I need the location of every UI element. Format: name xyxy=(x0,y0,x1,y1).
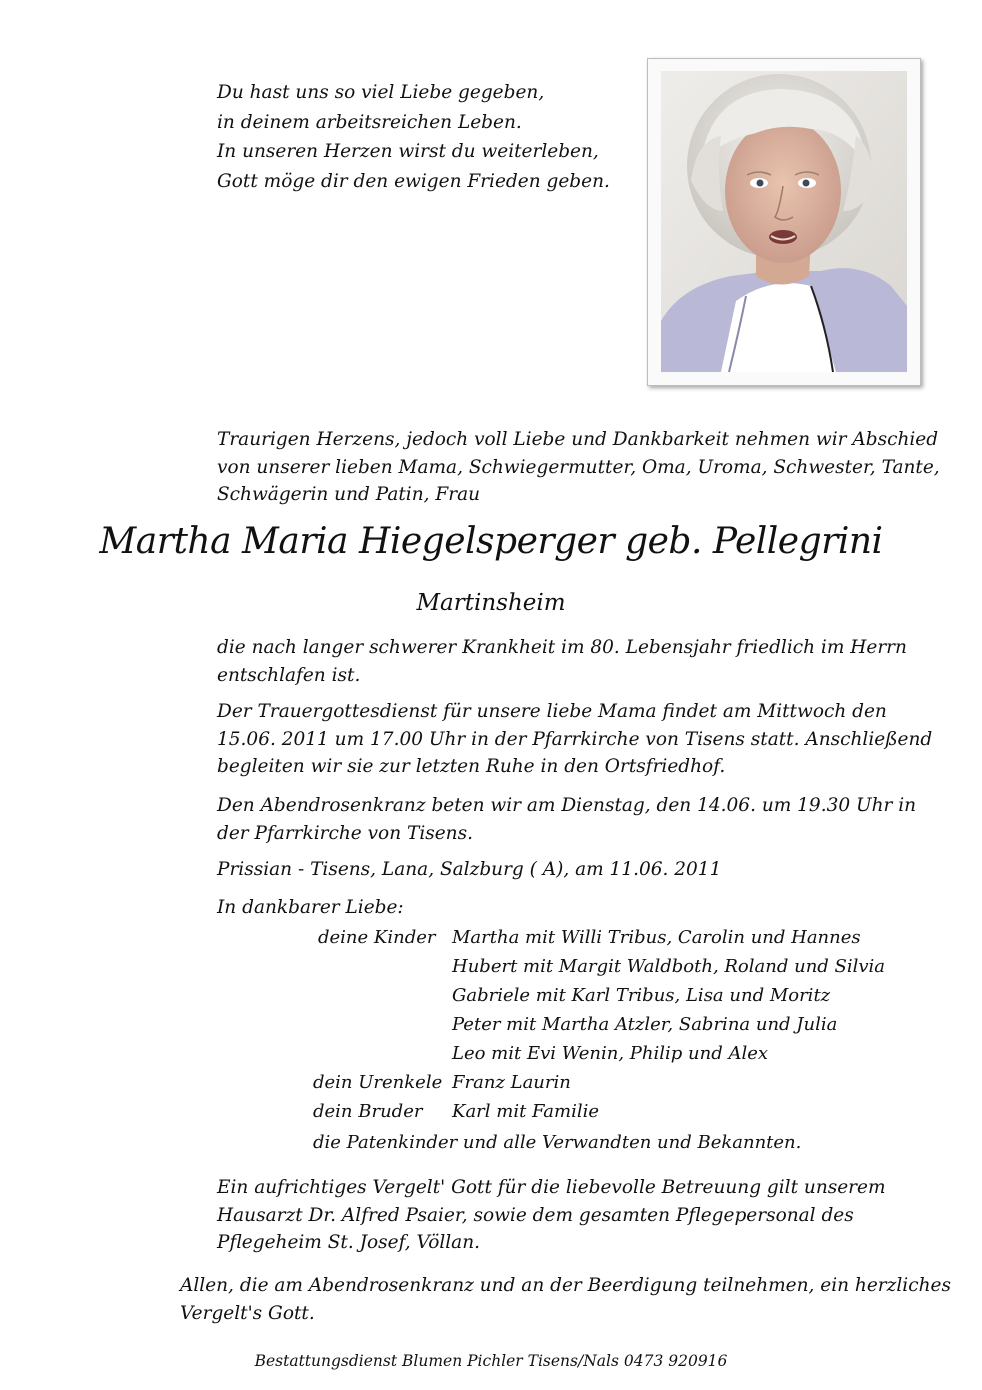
poem-line: In unseren Herzen wirst du weiterleben, xyxy=(217,141,599,162)
poem-line: Gott möge dir den ewigen Frieden geben. xyxy=(217,170,610,192)
memorial-poem xyxy=(217,78,610,196)
kinder-entry: Peter mit Martha Atzler, Sabrina und Julia xyxy=(452,1014,838,1035)
paragraph-line: Den Abendrosenkranz beten wir am Dienstag, den 14.06. um 19.30 Uhr in xyxy=(217,795,917,816)
thanks-line: Hausarzt Dr. Alfred Psaier, sowie dem gesamten Pflegepersonal des xyxy=(217,1204,854,1226)
portrait-illustration xyxy=(661,71,907,372)
urenkel-label: dein Urenkele xyxy=(313,1072,443,1093)
paragraph-line: entschlafen ist. xyxy=(217,664,361,686)
closing-line: Allen, die am Abendrosenkranz und an der Beerdigung teilnehmen, ein herzliches xyxy=(180,1275,951,1296)
thanks-text xyxy=(217,1174,886,1257)
portrait-photo xyxy=(661,71,907,372)
paragraph-line: der Pfarrkirche von Tisens. xyxy=(217,822,473,844)
urenkel-entry: Franz Laurin xyxy=(452,1072,571,1093)
paragraph-line: Der Trauergottesdienst für unsere liebe Mama findet am Mittwoch den xyxy=(217,701,887,722)
intro-text xyxy=(217,426,940,509)
kinder-label: deine Kinder xyxy=(318,927,436,948)
paragraph-line: 15.06. 2011 um 17.00 Uhr in der Pfarrkirche von Tisens statt. Anschließend xyxy=(217,728,933,750)
place-date: Prissian - Tisens, Lana, Salzburg ( A), am 11.06. 2011 xyxy=(217,859,722,880)
deceased-name: Martha Maria Hiegelsperger geb. Pellegrini xyxy=(99,521,883,562)
intro-line: von unserer lieben Mama, Schwiegermutter, Oma, Uroma, Schwester, Tante, xyxy=(217,456,940,478)
closing-text xyxy=(180,1272,951,1327)
kinder-entry: Gabriele mit Karl Tribus, Lisa und Moritz xyxy=(452,985,831,1006)
poem-line: in deinem arbeitsreichen Leben. xyxy=(217,111,522,133)
kinder-entry: Martha mit Willi Tribus, Carolin und Hannes xyxy=(452,927,861,948)
family-heading: In dankbarer Liebe: xyxy=(217,897,404,918)
intro-line: Traurigen Herzens, jedoch voll Liebe und Dankbarkeit nehmen wir Abschied xyxy=(217,429,939,450)
paragraph-rosary xyxy=(217,792,916,847)
paragraph-line: begleiten wir sie zur letzten Ruhe in den Ortsfriedhof. xyxy=(217,756,726,777)
paragraph-funeral xyxy=(217,698,932,781)
thanks-line: Pflegeheim St. Josef, Völlan. xyxy=(217,1232,481,1253)
kinder-entry: Hubert mit Margit Waldboth, Roland und Silvia xyxy=(452,956,886,977)
thanks-line: Ein aufrichtiges Vergelt' Gott für die liebevolle Betreuung gilt unserem xyxy=(217,1177,886,1198)
poem-line: Du hast uns so viel Liebe gegeben, xyxy=(217,82,545,103)
funeral-service-footer: Bestattungsdienst Blumen Pichler Tisens/Nals 0473 920916 xyxy=(254,1352,728,1370)
intro-line: Schwägerin und Patin, Frau xyxy=(217,484,481,505)
paragraph-line: die nach langer schwerer Krankheit im 80. Lebensjahr friedlich im Herrn xyxy=(217,637,907,658)
bruder-entry: Karl mit Familie xyxy=(452,1101,600,1122)
deceased-place: Martinsheim xyxy=(416,590,566,616)
other-relatives: die Patenkinder und alle Verwandten und Bekannten. xyxy=(313,1132,802,1153)
paragraph-death xyxy=(217,634,907,689)
kinder-entry: Leo mit Evi Wenin, Philip und Alex xyxy=(452,1043,769,1064)
bruder-label: dein Bruder xyxy=(313,1101,423,1122)
closing-line: Vergelt's Gott. xyxy=(180,1302,315,1324)
portrait-frame xyxy=(647,58,921,386)
